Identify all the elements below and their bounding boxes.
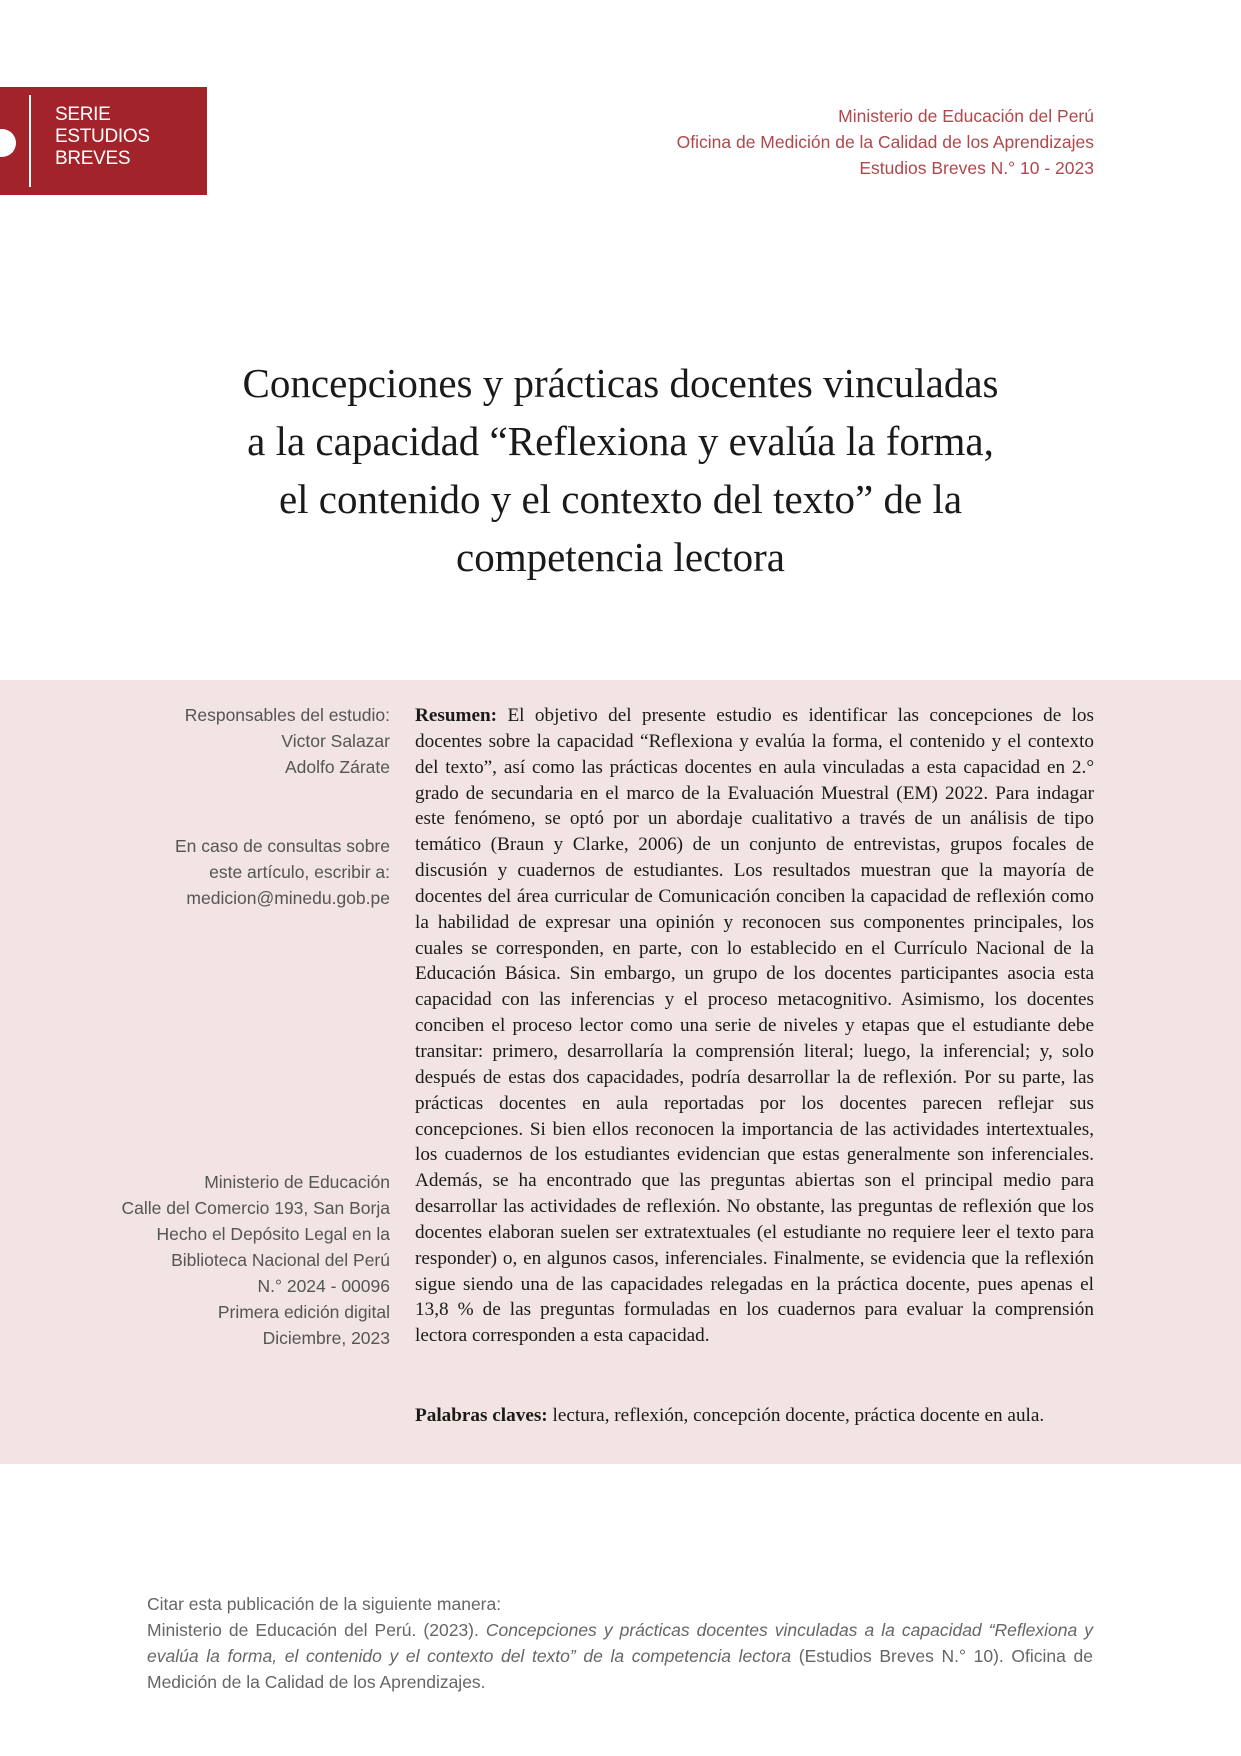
keywords-text: lectura, reflexión, concepción docente, práctica docente en aula. [547,1405,1045,1426]
contact-email[interactable]: medicion@minedu.gob.pe [186,888,390,908]
series-label-line: SERIE [55,104,111,125]
header-office: Oficina de Medición de la Calidad de los Aprendizajes [676,132,1094,152]
citation-intro: Citar esta publicación de la siguiente manera: [147,1594,502,1614]
publisher-header [677,103,1094,181]
contact-line: este artículo, escribir a: [209,862,390,882]
header-issue: Estudios Breves N.° 10 - 2023 [859,158,1094,178]
series-label-line: BREVES [55,148,131,169]
publication-info [122,1169,390,1351]
contact-line: En caso de consultas sobre [175,836,390,856]
badge-divider [29,95,31,187]
title-line: a la capacidad “Reflexiona y evalúa la forma, [247,418,994,464]
citation-author: Ministerio de Educación del Perú. (2023). [147,1620,486,1640]
publication-line: Calle del Comercio 193, San Borja [121,1198,390,1218]
series-label-line: ESTUDIOS [55,126,150,147]
abstract-label: Resumen: [415,705,498,726]
title-line: competencia lectora [456,534,785,580]
citation-reference [147,1617,1093,1695]
series-label [55,104,150,170]
citation-title: Concepciones y prácticas docentes vinculadas a la capacidad “Reflexiona y evalúa la forma, el contenido y el contexto del texto” de la competencia lectora [147,1620,1094,1666]
title-line: Concepciones y prácticas docentes vinculadas [242,360,999,406]
title-line: el contenido y el contexto del texto” de la [278,476,963,522]
page-title [130,354,1111,586]
abstract-text: El objetivo del presente estudio es identificar las concepciones de los docentes sobre la capacidad “Reflexiona y evalúa la forma, el contenido y el contexto del texto”, así como las prácticas docentes en aula vinculadas a esta capacidad en 2.° grado de secundaria en el marco de la Evaluación Muestral (EM) 2022. Para indagar este fenómeno, se optó por un abordaje cualitativo a través de un análisis de tipo temático (Braun y Clarke, 2006) de un conjunto de entrevistas, grupos focales de discusión y cuadernos de estudiantes. Los resultados muestran que la mayoría de docentes del área curricular de Comunicación conciben la capacidad de reflexión como la habilidad de expresar una opinión y reconocen sus componentes principales, los cuales se corresponden, en parte, con lo establecido en el Currículo Nacional de la Educación Básica. Sin embargo, un grupo de los docentes participantes asocia esta capacidad con las inferencias y el proceso metacognitivo. Asimismo, los docentes conciben el proceso lector como una serie de niveles y etapas que el estudiante debe transitar: primero, desarrollaría la comprensión literal; luego, la inferencial; y, solo después de estas dos capacidades, podría desarrollar la de reflexión. Por su parte, las prácticas docentes en aula reportadas por los docentes parecen reflejar sus concepciones. Si bien ellos reconocen la importancia de las actividades intertextuales, los cuadernos de los estudiantes evidencian que estas generalmente son inferenciales. Además, se ha encontrado que las preguntas abiertas son el principal medio para desarrollar las actividades de reflexión. No obstante, las preguntas de reflexión que los docentes elaboran suelen ser extratextuales (el estudiante no requiere leer el texto para responder) o, en algunos casos, inferenciales. Finalmente, se evidencia que la reflexión sigue siendo una de las capacidades relegadas en la práctica docente, pues apenas el 13,8 % de las preguntas formuladas en los cuadernos para evaluar la comprensión lectora corresponden a esta capacidad. [415,705,1094,1347]
abstract [415,703,1094,1349]
author-name: Adolfo Zárate [284,757,390,777]
publication-line: Hecho el Depósito Legal en la [156,1224,390,1244]
publication-date: Diciembre, 2023 [262,1328,390,1348]
publication-line: Ministerio de Educación [204,1172,390,1192]
citation-rest: (Estudios Breves N.° 10). Oficina de Medición de la Calidad de los Aprendizajes. [147,1646,1093,1692]
circle-icon [0,129,16,157]
study-authors [185,702,390,780]
header-ministry: Ministerio de Educación del Perú [838,106,1094,126]
citation-block [147,1591,1093,1695]
keywords [415,1403,1115,1429]
contact-info [175,833,390,911]
publication-line: Primera edición digital [217,1302,390,1322]
publication-line: Biblioteca Nacional del Perú [171,1250,390,1270]
series-badge [0,87,207,195]
legal-deposit-number: N.° 2024 - 00096 [257,1276,390,1296]
authors-label: Responsables del estudio: [184,705,390,725]
author-name: Victor Salazar [281,731,390,751]
keywords-label: Palabras claves: [415,1405,548,1426]
